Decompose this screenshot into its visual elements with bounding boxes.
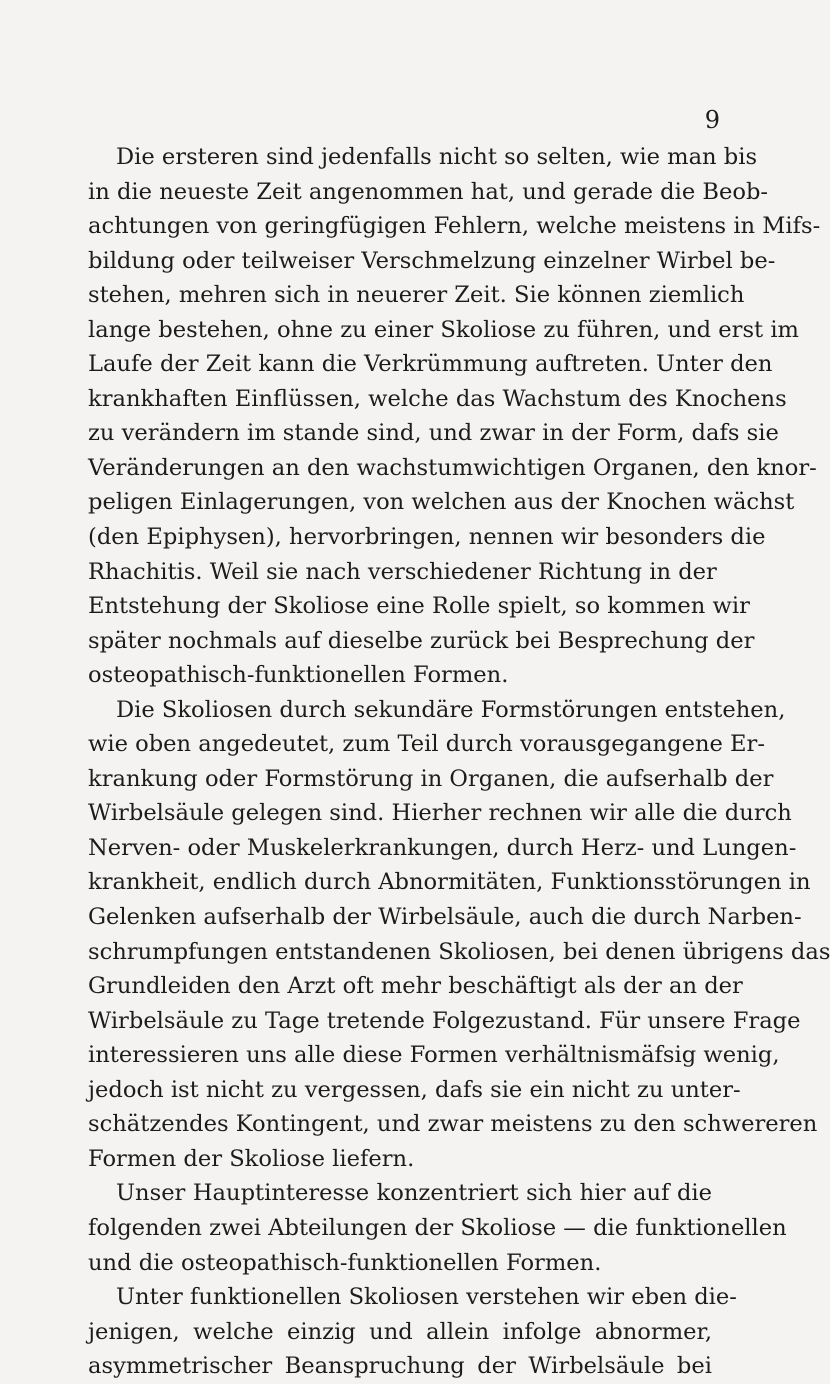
- text-line: interessieren uns alle diese Formen verhältnismäfsig wenig,: [88, 1042, 780, 1069]
- page-number: 9: [704, 106, 720, 134]
- text-line: osteopathisch-funktionellen Formen.: [88, 662, 509, 689]
- text-line: lange bestehen, ohne zu einer Skoliose zu führen, und erst im: [88, 316, 799, 343]
- text-line: Wirbelsäule zu Tage tretende Folgezustand. Für unsere Frage: [88, 1007, 801, 1034]
- text-line: später nochmals auf dieselbe zurück bei Besprechung der: [88, 627, 755, 654]
- text-line: Veränderungen an den wachstumwichtigen Organen, den knor-: [88, 454, 817, 481]
- text-line: Formen der Skoliose liefern.: [88, 1145, 415, 1172]
- text-line: jenigen, welche einzig und allein infolge abnormer,: [88, 1318, 712, 1345]
- text-line: Rhachitis. Weil sie nach verschiedener Richtung in der: [88, 558, 717, 585]
- text-line: Laufe der Zeit kann die Verkrümmung auftreten. Unter den: [88, 351, 773, 378]
- text-line: bildung oder teilweiser Verschmelzung einzelner Wirbel be-: [88, 247, 776, 274]
- text-line: jedoch ist nicht zu vergessen, dafs sie ein nicht zu unter-: [88, 1076, 741, 1103]
- text-line: Unser Hauptinteresse konzentriert sich hier auf die: [116, 1180, 712, 1207]
- text-line: Entstehung der Skoliose eine Rolle spielt, so kommen wir: [88, 593, 750, 620]
- text-line: zu verändern im stande sind, und zwar in der Form, dafs sie: [88, 420, 779, 447]
- text-line: Die ersteren sind jedenfalls nicht so selten, wie man bis: [116, 144, 758, 170]
- text-line: krankheit, endlich durch Abnormitäten, Funktionsstörungen in: [88, 869, 811, 896]
- text-line: Die Skoliosen durch sekundäre Formstörungen entstehen,: [116, 696, 786, 723]
- text-line: und die osteopathisch-funktionellen Formen.: [88, 1249, 602, 1276]
- text-line: Gelenken aufserhalb der Wirbelsäule, auch die durch Narben-: [88, 904, 802, 931]
- text-line: schätzendes Kontingent, und zwar meistens zu den schwereren: [88, 1111, 818, 1138]
- text-line: asymmetrischer Beanspruchung der Wirbelsäule bei: [88, 1353, 712, 1380]
- text-line: in die neueste Zeit angenommen hat, und gerade die Beob-: [88, 178, 769, 205]
- text-line: schrumpfungen entstandenen Skoliosen, bei denen übrigens das: [88, 938, 830, 965]
- text-line: krankhaften Einflüssen, welche das Wachstum des Knochens: [88, 385, 787, 412]
- text-line: wie oben angedeutet, zum Teil durch vorausgegangene Er-: [88, 731, 765, 758]
- text-line: Grundleiden den Arzt oft mehr beschäftigt als der an der: [88, 973, 743, 1000]
- text-line: (den Epiphysen), hervorbringen, nennen wir besonders die: [88, 524, 766, 551]
- text-line: Unter funktionellen Skoliosen verstehen wir eben die-: [116, 1284, 737, 1311]
- text-line: stehen, mehren sich in neuerer Zeit. Sie können ziemlich: [88, 282, 745, 309]
- text-line: Nerven- oder Muskelerkrankungen, durch Herz- und Lungen-: [88, 834, 797, 861]
- text-line: krankung oder Formstörung in Organen, die aufserhalb der: [88, 765, 774, 792]
- body-text: [88, 140, 830, 1384]
- text-line: achtungen von geringfügigen Fehlern, welche meistens in Mifs-: [88, 213, 821, 240]
- text-line: Wirbelsäule gelegen sind. Hierher rechnen wir alle die durch: [88, 800, 792, 827]
- text-line: peligen Einlagerungen, von welchen aus der Knochen wächst: [88, 489, 795, 516]
- text-line: folgenden zwei Abteilungen der Skoliose — die funktionellen: [88, 1214, 787, 1241]
